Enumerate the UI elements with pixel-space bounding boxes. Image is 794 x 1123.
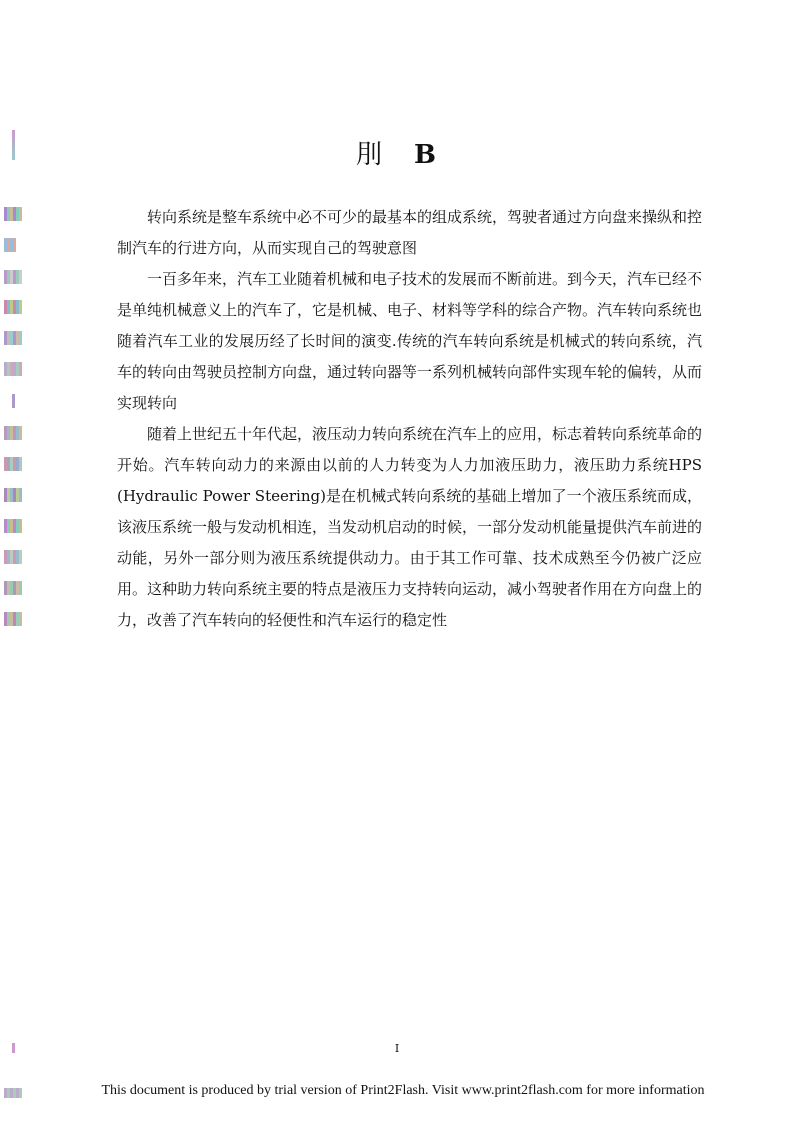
paragraph: 转向系统是整车系统中必不可少的最基本的组成系统，驾驶者通过方向盘来操纵和控制汽车的行进方向，从而实现自己的驾驶意图: [117, 208, 703, 257]
title-char-1: 刖: [356, 140, 385, 170]
margin-artifact: [4, 457, 22, 471]
paragraph: 一百多年来，汽车工业随着机械和电子技术的发展而不断前进。到今天，汽车已经不是单纯机械意义上的汽车了，它是机械、电子、材料等学科的综合产物。汽车转向系统也随着汽车工业的发展历经了长时间的演变.传统的汽车转向系统是机械式的转向系统，汽车的转向由驾驶员控制方向盘，通过转向器等一系列机械转向部件实现车轮的偏转，从而实现转向: [117, 270, 703, 412]
margin-artifact: [4, 362, 22, 376]
margin-artifact: [4, 581, 22, 595]
margin-artifact: [4, 331, 22, 345]
paragraph: 随着上世纪五十年代起，液压动力转向系统在汽车上的应用，标志着转向系统革命的开始。汽车转向动力的来源由以前的人力转变为人力加液压助力，液压助力系统HPS (Hydraulic Power Steering)是在机械式转向系统的基础上增加了一个液压系统而成，该液压系统一般与发动机相连，当发动机启动的时候，一部分发动机能量提供汽车前进的动能，另外一部分则为液压系统提供动力。由于其工作可靠、技术成熟至今仍被广泛应用。这种助力转向系统主要的特点是液压力支持转向运动，减小驾驶者作用在方向盘上的力，改善了汽车转向的轻便性和汽车运行的稳定性: [117, 425, 703, 629]
title-char-2: B: [414, 140, 438, 170]
margin-artifact: [4, 238, 16, 252]
margin-artifact: [4, 612, 22, 626]
body-text: [117, 202, 702, 636]
margin-artifact: [4, 488, 22, 502]
margin-artifact: [12, 394, 15, 408]
margin-artifact: [4, 519, 22, 533]
margin-artifact: [4, 550, 22, 564]
margin-artifact: [4, 207, 22, 221]
page-number: I: [394, 1042, 400, 1055]
page-title: [0, 134, 794, 171]
trial-footer-notice: This document is produced by trial version of Print2Flash. Visit www.print2flash.com for more information: [101, 1083, 705, 1098]
margin-artifact: [4, 426, 22, 440]
margin-artifact: [4, 300, 22, 314]
margin-artifact: [4, 270, 22, 284]
